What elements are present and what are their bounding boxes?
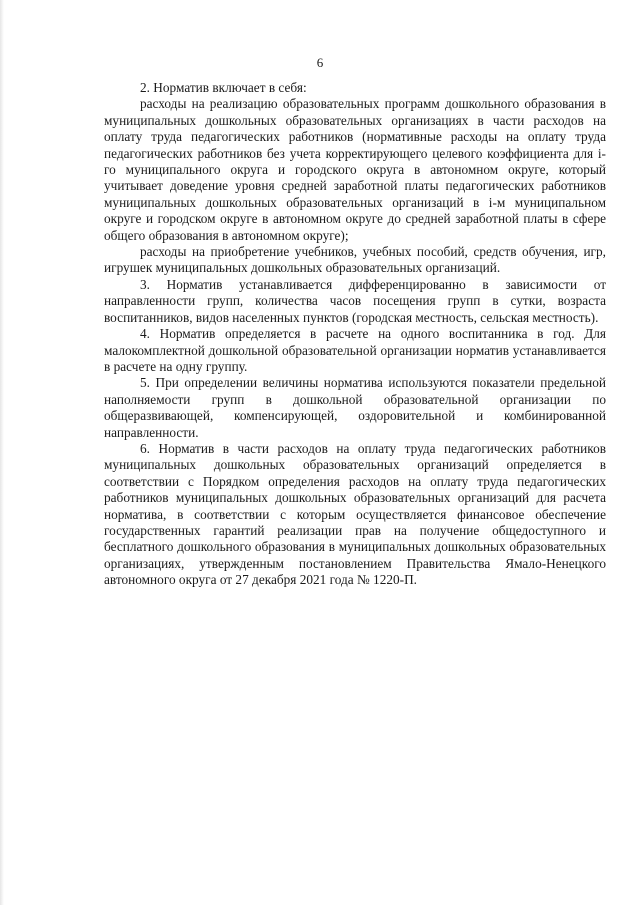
paragraph-clause-2-materials: расходы на приобретение учебников, учебных пособий, средств обучения, игр, игрушек муниципальных дошкольных образовательных организаций. bbox=[104, 244, 606, 276]
paragraph-clause-6: 6. Норматив в части расходов на оплату труда педагогических работников муниципальных дошкольных образовательных организаций определяется в соответствии с Порядком определения расходов на оплату труда педагогических работников муниципальных дошкольных образовательных организаций для расчета норматива, в соответствии с которым осуществляется финансовое обеспечение государственных гарантий реализации прав на получение общедоступного и бесплатного дошкольного образования в муниципальных дошкольных образовательных организациях, утвержденным постановлением Правительства Ямало-Ненецкого автономного округа от 27 декабря 2021 года № 1220-П. bbox=[104, 440, 606, 588]
page-edge-shadow bbox=[0, 0, 4, 905]
paragraph-clause-4: 4. Норматив определяется в расчете на одного воспитанника в год. Для малокомплектной дошкольной образовательной организации норматив устанавливается в расчете на одну группу. bbox=[104, 326, 606, 374]
document-body bbox=[104, 80, 606, 589]
paragraph-clause-5: 5. При определении величины норматива используются показатели предельной наполняемости групп в дошкольной образовательной организации по общеразвивающей, компенсирующей, оздоровительной и комбинированной направленности. bbox=[104, 375, 606, 440]
page-number: 6 bbox=[316, 55, 324, 70]
paragraph-clause-3: 3. Норматив устанавливается дифференцированно в зависимости от направленности групп, количества часов посещения групп в сутки, возраста воспитанников, видов населенных пунктов (городская местность, сельская местность). bbox=[104, 276, 606, 325]
paragraph-clause-2-intro: 2. Норматив включает в себя: bbox=[140, 80, 307, 95]
paragraph-clause-2-labor-costs: расходы на реализацию образовательных программ дошкольного образования в муниципальных дошкольных образовательных организациях в части расходов на оплату труда педагогических работников (нормативные расходы на оплату труда педагогических работников без учета корректирующего целевого коэффициента для i-го муниципального округа и городского округа в автономном округе, который учитывает доведение уровня средней заработной платы педагогических работников муниципальных дошкольных образовательных организаций в i-м муниципальном округе и городском округе в автономном округе до средней заработной платы в сфере общего образования в автономном округе); bbox=[104, 96, 606, 243]
